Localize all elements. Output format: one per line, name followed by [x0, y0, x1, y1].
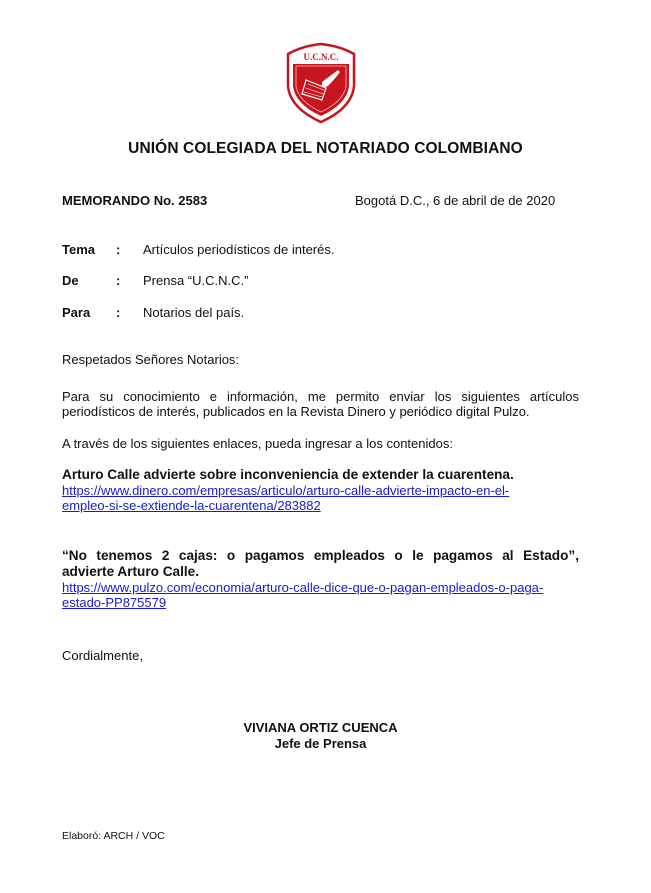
- field-label: Para: [62, 305, 91, 320]
- ucnc-shield-icon: [282, 42, 360, 124]
- field-para: [62, 305, 244, 320]
- intro-line-2: periodísticos de interés, publicados en la Revista Dinero y periódico digital Pulzo.: [62, 404, 530, 419]
- ucnc-logo: [282, 42, 360, 124]
- field-value: Notarios del país.: [143, 305, 245, 320]
- field-value: Artículos periodísticos de interés.: [143, 242, 335, 257]
- field-colon: :: [116, 273, 121, 288]
- article-2: [62, 548, 579, 610]
- article-1-title: Arturo Calle advierte sobre inconveniencia de extender la cuarentena.: [62, 467, 514, 482]
- signature-name: VIVIANA ORTIZ CUENCA: [243, 720, 398, 735]
- field-label: De: [62, 273, 79, 288]
- field-de: [62, 273, 248, 288]
- field-tema: [62, 242, 334, 257]
- closing: Cordialmente,: [62, 648, 143, 663]
- article-1-link-line-2[interactable]: empleo-si-se-extiende-la-cuarentena/283882: [62, 498, 321, 513]
- field-colon: :: [116, 305, 121, 320]
- article-2-link-line-1[interactable]: https://www.pulzo.com/economia/arturo-calle-dice-que-o-pagan-empleados-o-paga-: [62, 580, 544, 595]
- field-colon: :: [116, 242, 121, 257]
- article-2-title-line-2: advierte Arturo Calle.: [62, 564, 199, 579]
- memo-number: MEMORANDO No. 2583: [62, 193, 208, 208]
- links-intro: A través de los siguientes enlaces, pueda ingresar a los contenidos:: [62, 436, 453, 451]
- article-2-title-line-1: “No tenemos 2 cajas: o pagamos empleados o le pagamos al Estado”,: [62, 548, 579, 563]
- field-label: Tema: [62, 242, 95, 257]
- organization-title: UNIÓN COLEGIADA DEL NOTARIADO COLOMBIANO: [128, 140, 523, 157]
- prepared-by: Elaboró: ARCH / VOC: [62, 830, 165, 842]
- article-2-link-line-2[interactable]: estado-PP875579: [62, 595, 167, 610]
- intro-line-1: Para su conocimiento e información, me permito enviar los siguientes artículos: [62, 389, 579, 404]
- greeting: Respetados Señores Notarios:: [62, 352, 240, 367]
- memo-date: Bogotá D.C., 6 de abril de de 2020: [355, 193, 556, 208]
- article-1: [62, 467, 579, 513]
- signature-role: Jefe de Prensa: [274, 736, 367, 751]
- field-value: Prensa “U.C.N.C.”: [143, 273, 249, 288]
- article-1-link-line-1[interactable]: https://www.dinero.com/empresas/articulo/arturo-calle-advierte-impacto-en-el-: [62, 483, 510, 498]
- svg-text:U.C.N.C.: U.C.N.C.: [303, 52, 339, 62]
